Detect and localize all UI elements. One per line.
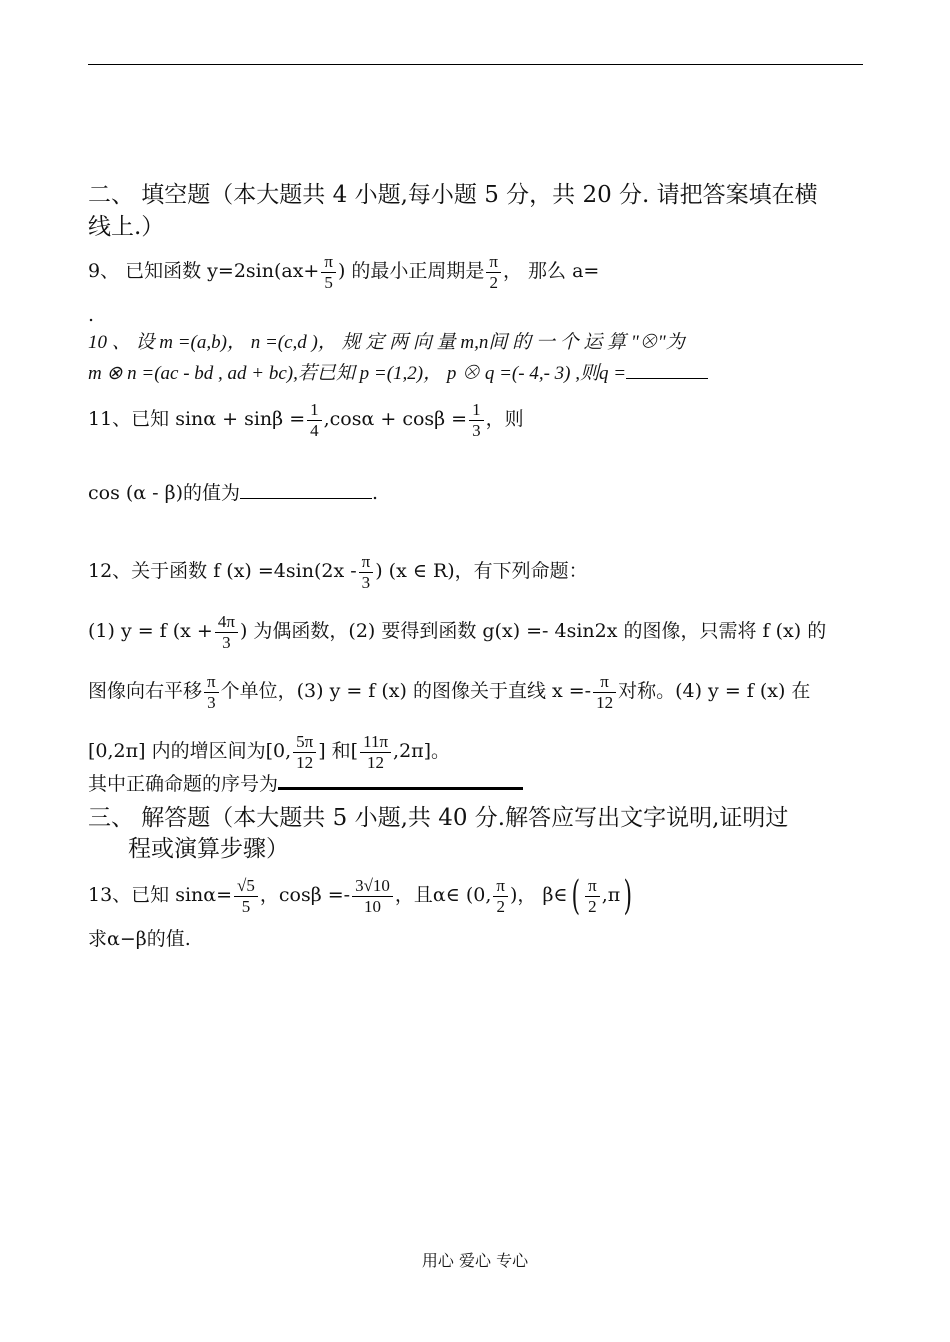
q11-suffix: ，则: [485, 408, 524, 431]
q12-l3-frac-den: 3: [207, 692, 216, 712]
q13-frac2-den: 10: [364, 896, 381, 916]
q13-fraction-3root10-over-10: [352, 876, 393, 916]
q9-frac2-num: π: [486, 252, 501, 273]
q13-frac1-den: 5: [241, 896, 251, 916]
q12-line4-a: [0,2π] 内的增区间为[0,: [88, 740, 292, 763]
q12-line1-prefix: 12、关于函数 f (x) =4sin(2x -: [88, 560, 357, 583]
q9-frac1-den: 5: [324, 272, 333, 292]
q9-fraction-pi-over-5: [321, 252, 336, 292]
q12-line4-c: ,2π]。: [393, 740, 451, 763]
question-12-line5: [88, 775, 523, 794]
q12-l3-frac2-num: π: [593, 672, 616, 693]
q11-mid: ,cosα + cosβ =: [323, 408, 468, 431]
section-3-heading: [88, 807, 788, 830]
q11-frac2-den: 3: [472, 420, 481, 440]
q13-prefix: 13、已知 sinα=: [88, 884, 233, 907]
q12-line4-b: ] 和[: [318, 740, 359, 763]
q11-frac1-num: 1: [307, 400, 322, 421]
q12-l3-frac2-den: 12: [596, 692, 614, 712]
q12-fraction-pi-over-12: [593, 672, 616, 712]
q12-l2-frac-den: 3: [222, 632, 231, 652]
section-2-heading-line2: 线上.）: [88, 214, 165, 240]
q11-line2: cos (α - β)的值为: [88, 482, 241, 504]
q9-frac1-num: π: [321, 252, 336, 273]
q12-line3-c: 对称。(4) y = f (x) 在: [618, 680, 811, 703]
question-13: [88, 873, 636, 920]
question-13-line2: [88, 930, 191, 949]
q13-frac3-num: π: [493, 876, 508, 897]
q13-fraction-pi-over-2: [493, 876, 508, 916]
q9-suffix: ， 那么 a=: [503, 260, 600, 283]
q9-continuation: .: [88, 304, 95, 326]
q12-fraction-4pi-over-3: [215, 612, 238, 652]
q11-frac1-den: 4: [310, 420, 319, 440]
question-11-line2: [88, 484, 378, 503]
question-12-line1: [88, 552, 588, 592]
q12-fraction-11pi-over-12: [360, 732, 391, 772]
question-12-line4: [88, 732, 450, 772]
q11-frac2-num: 1: [469, 400, 484, 421]
q13-fraction-pi-over-2-b: [585, 876, 600, 916]
q10-line2: m ⊗ n =(ac - bd , ad + bc),若已知 p =(1,2)， p ⊗ q =(- 4,- 3) ,则q =: [88, 363, 627, 384]
q13-frac2-num: 3√10: [352, 876, 393, 897]
q13-mid1: ，cosβ =-: [259, 884, 351, 907]
q12-l1-frac-den: 3: [361, 572, 371, 592]
page-footer: 用心 爱心 专心: [421, 1251, 529, 1270]
q12-l3-frac-num: π: [204, 672, 219, 693]
q12-l1-frac-num: π: [359, 552, 374, 573]
q12-line3-a: 图像向右平移: [88, 680, 203, 703]
question-12-line2: [88, 612, 826, 652]
section-3-heading-line2: 程或演算步骤）: [128, 836, 289, 862]
section-3-heading-line1: 三、 解答题（本大题共 5 小题,共 40 分.解答应写出文字说明,证明过: [88, 805, 789, 831]
q12-answer-blank[interactable]: [278, 787, 523, 790]
header-rule: [88, 64, 863, 65]
q10-line1: 10 、 设 m =(a,b)， n =(c,d )， 规 定 两 向 量 m,n间 的 一 个 运 算 "⊗"为: [88, 332, 685, 353]
q12-line5: 其中正确命题的序号为: [88, 773, 279, 795]
q12-l2-frac-num: 4π: [215, 612, 238, 633]
q13-left-paren: (: [571, 873, 580, 920]
q11-line2-end: .: [372, 482, 379, 504]
q9-frac2-den: 2: [489, 272, 498, 292]
q12-l4-frac1-num: 5π: [293, 732, 316, 753]
q13-right-paren: ): [623, 873, 633, 920]
q13-frac3-den: 2: [496, 896, 505, 916]
q13-after-frac4: ,π: [601, 884, 621, 907]
q12-line2-b: ) 为偶函数，(2) 要得到函数 g(x) =- 4sin2x 的图像，只需将 f (x) 的: [239, 620, 827, 643]
section-2-heading-cont: [88, 216, 164, 239]
q12-line3-b: 个单位，(3) y = f (x) 的图像关于直线 x =-: [220, 680, 592, 703]
q13-frac4-den: 2: [588, 896, 597, 916]
q12-line1-suffix: ) (x ∈ R)，有下列命题：: [375, 560, 588, 583]
q11-prefix: 11、已知 sinα + sinβ =: [88, 408, 306, 431]
question-10-line1: [88, 333, 685, 352]
q12-l4-frac1-den: 12: [296, 752, 314, 772]
question-11: [88, 400, 524, 440]
q9-prefix: 9、 已知函数 y=2sin(ax+: [88, 260, 320, 283]
question-10-line2: [88, 364, 708, 383]
q13-mid3: )， β∈: [510, 884, 568, 907]
q12-fraction-pi-over-3: [359, 552, 374, 592]
section-2-heading-line1: 二、 填空题（本大题共 4 小题,每小题 5 分，共 20 分. 请把答案填在横: [88, 182, 818, 208]
question-12-line3: [88, 672, 810, 712]
q13-frac1-num: √5: [234, 876, 258, 897]
section-2-heading: [88, 184, 818, 207]
q12-l4-frac2-num: 11π: [360, 732, 391, 753]
q12-l4-frac2-den: 12: [367, 752, 385, 772]
q10-answer-blank[interactable]: [626, 378, 708, 379]
q11-fraction-one-quarter: [307, 400, 322, 440]
q12-line2-a: (1) y = f (x +: [88, 620, 213, 643]
q9-mid: ) 的最小正周期是: [337, 260, 485, 283]
section-3-heading-cont: [128, 838, 289, 861]
q11-answer-blank[interactable]: [240, 498, 372, 499]
question-9: [88, 252, 599, 292]
q13-fraction-root5-over-5: [234, 876, 258, 916]
q12-fraction-pi-over-3-b: [204, 672, 219, 712]
q9-fraction-pi-over-2: [486, 252, 501, 292]
q13-mid2: ，且α∈ (0,: [394, 884, 492, 907]
q13-frac4-num: π: [585, 876, 600, 897]
q13-line2: 求α−β的值.: [88, 928, 191, 950]
q12-fraction-5pi-over-12: [293, 732, 316, 772]
q11-fraction-one-third: [469, 400, 484, 440]
